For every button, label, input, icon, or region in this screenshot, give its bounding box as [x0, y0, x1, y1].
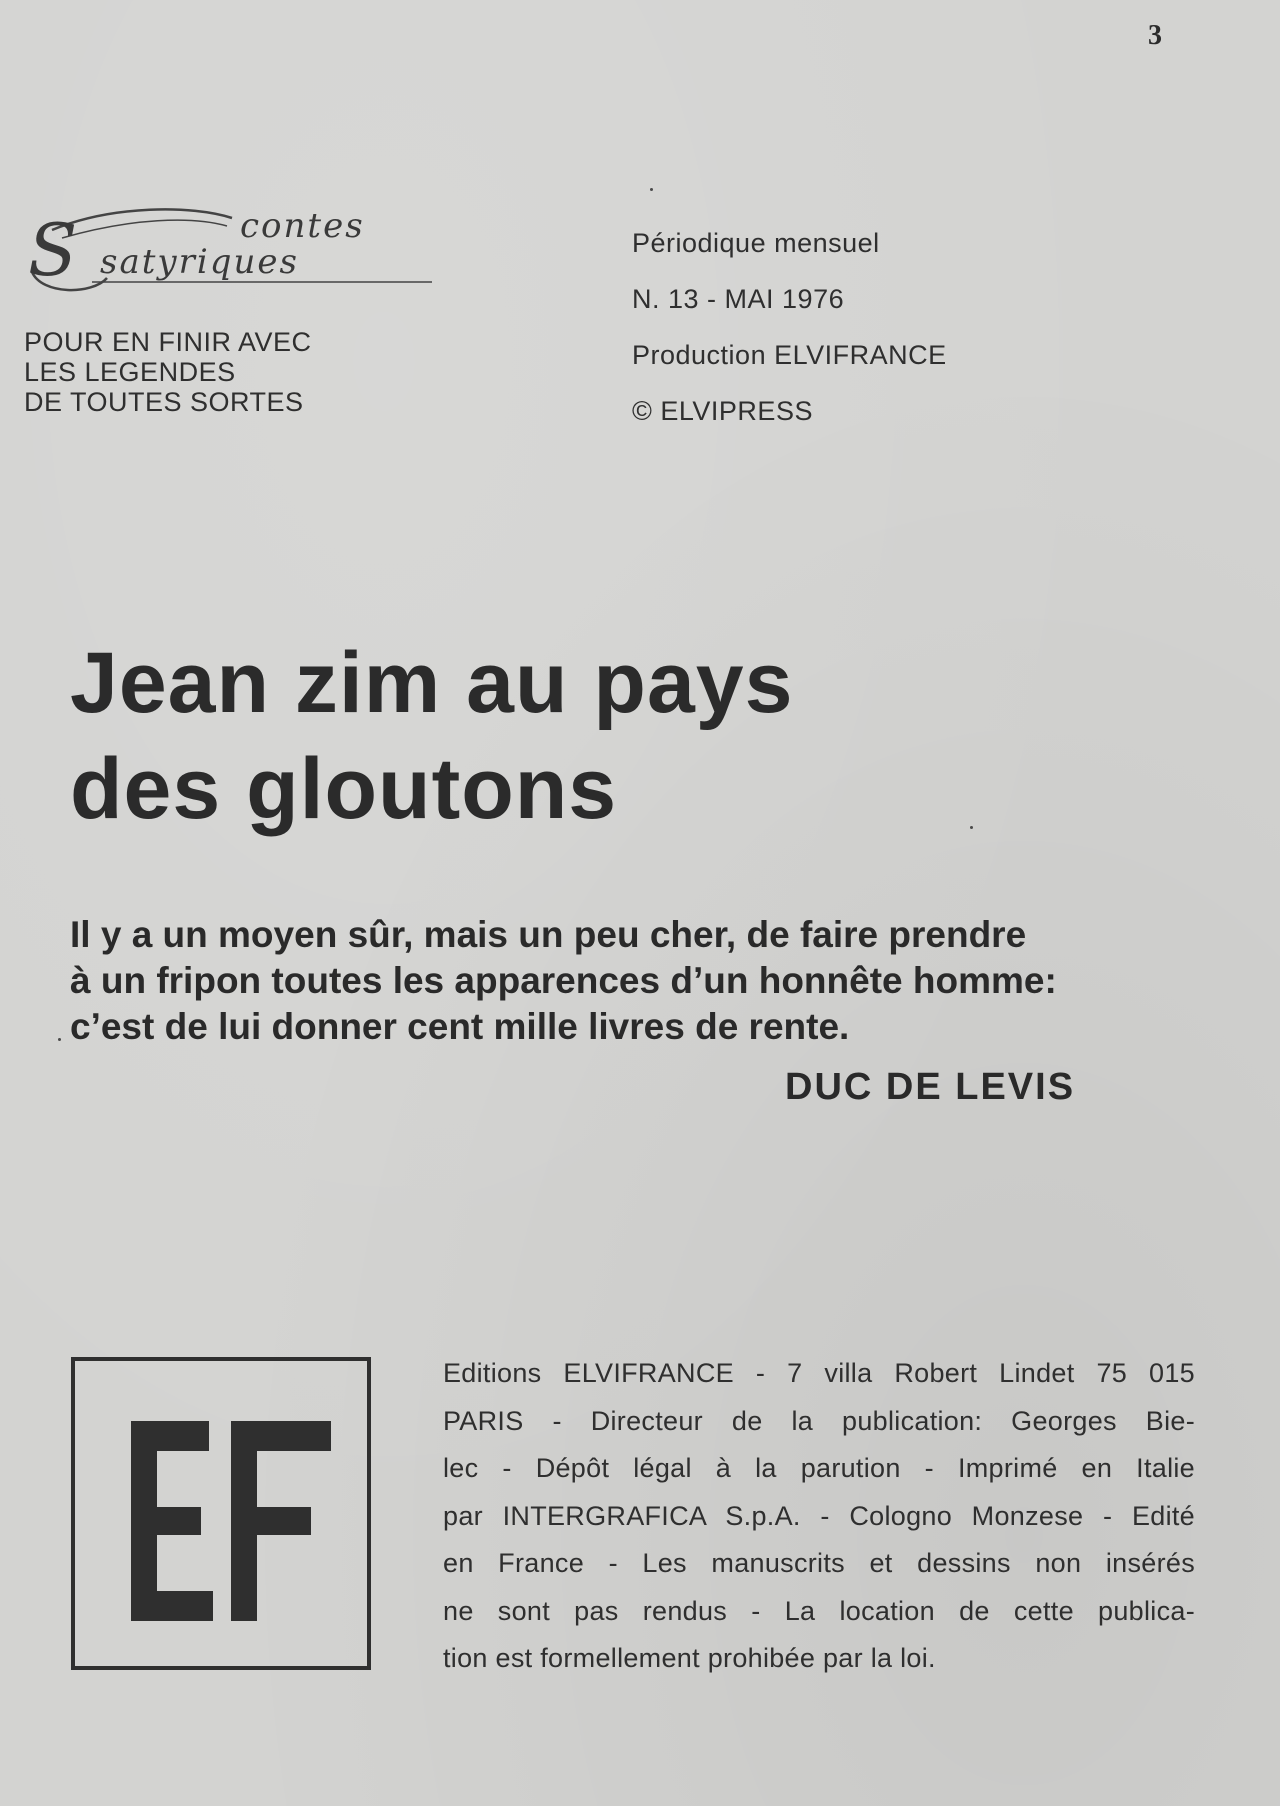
paper-speck: [650, 188, 653, 191]
paper-speck: [58, 1038, 61, 1041]
imprint-line: PARIS - Directeur de la publication: Georges Bie-: [443, 1405, 1195, 1436]
imprint-line: Editions ELVIFRANCE - 7 villa Robert Lindet 75 015: [443, 1358, 1195, 1388]
quote-line: Il y a un moyen sûr, mais un peu cher, de faire prendre: [70, 914, 1027, 955]
tagline-line: POUR EN FINIR AVEC: [24, 327, 312, 357]
title-line: Jean zim au pays: [70, 635, 794, 731]
title-line: des gloutons: [70, 741, 618, 837]
issue-number: N. 13 - MAI 1976: [632, 284, 845, 314]
paper-speck: [970, 826, 973, 829]
publication-info: [632, 223, 947, 447]
quote-line: à un fripon toutes les apparences d’un honnête homme:: [70, 960, 1057, 1001]
logo-line-satyriques: satyriques: [100, 242, 299, 282]
production: Production ELVIFRANCE: [632, 340, 947, 370]
periodicity: Périodique mensuel: [632, 228, 880, 258]
story-title: [70, 630, 793, 842]
tagline-line: LES LEGENDES: [24, 357, 236, 387]
tagline-line: DE TOUTES SORTES: [24, 387, 304, 417]
imprint-line: en France - Les manuscrits et dessins non insérés: [443, 1548, 1195, 1578]
imprint-line: tion est formellement prohibée par la loi.: [443, 1643, 936, 1673]
quote-author: DUC DE LEVIS: [785, 1066, 1076, 1108]
copyright: © ELVIPRESS: [632, 396, 813, 426]
tagline: [24, 327, 424, 417]
ef-logo-mark: [131, 1421, 331, 1621]
logo-line-contes: contes: [240, 206, 365, 246]
imprint-block: [443, 1350, 1195, 1683]
page-number: 3: [1148, 20, 1162, 51]
epigraph-quote: [70, 912, 1200, 1050]
contes-satyriques-logo: [22, 200, 452, 310]
imprint-line: par INTERGRAFICA S.p.A. - Cologno Monzese - Edité: [443, 1500, 1195, 1531]
quote-line: c’est de lui donner cent mille livres de rente.: [70, 1006, 850, 1047]
imprint-line: ne sont pas rendus - La location de cette publica-: [443, 1595, 1195, 1626]
ef-publisher-logo: [71, 1357, 371, 1670]
logo-initial-s: S: [28, 208, 78, 292]
imprint-line: lec - Dépôt légal à la parution - Imprimé en Italie: [443, 1453, 1195, 1483]
